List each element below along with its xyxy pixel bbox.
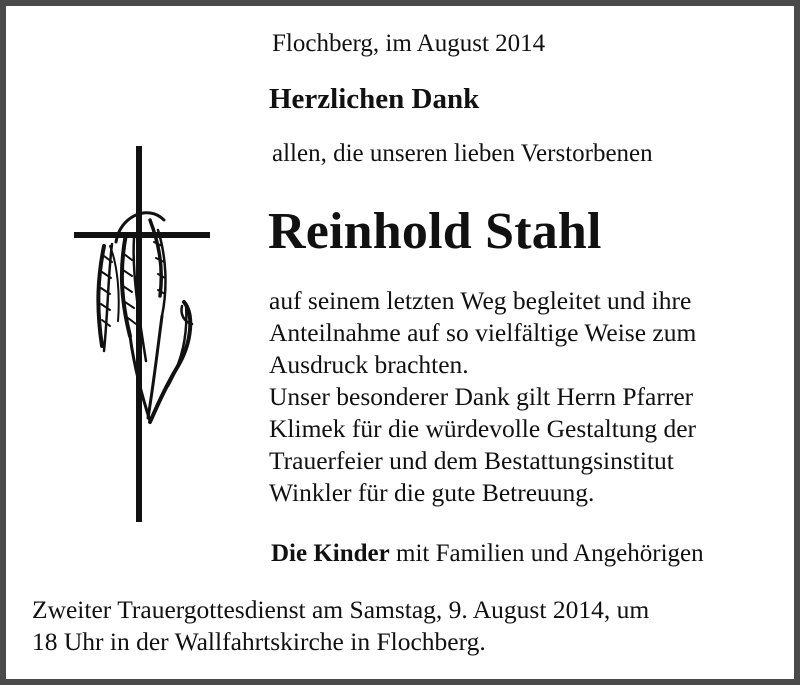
service-note-line: Zweiter Trauergottesdienst am Samstag, 9. August 2014, um: [32, 595, 650, 624]
message-line: Ausdruck brachten.: [269, 350, 469, 379]
message-line: Anteilnahme auf so vielfältige Weise zum: [269, 318, 697, 347]
signature-rest: mit Familien und Angehörigen: [389, 540, 704, 567]
obituary-notice: [6, 6, 794, 679]
signature-bold: Die Kinder: [271, 540, 390, 567]
message-line: Klimek für die würdevolle Gestaltung der: [269, 414, 697, 443]
message-line: Trauerfeier und dem Bestattungsinstitut: [269, 446, 674, 475]
message-line: Winkler für die gute Betreuung.: [269, 478, 595, 507]
intro-text: allen, die unseren lieben Verstorbenen: [272, 140, 653, 167]
deceased-name: Reinhold Stahl: [268, 203, 602, 260]
service-note: [32, 594, 649, 658]
message-text: [269, 285, 696, 509]
cross-with-wheat-icon: [68, 146, 218, 526]
heading: Herzlichen Dank: [269, 83, 480, 115]
message-line: Unser besonderer Dank gilt Herrn Pfarrer: [269, 382, 694, 411]
place-date: Flochberg, im August 2014: [272, 30, 546, 57]
service-note-line: 18 Uhr in der Wallfahrtskirche in Flochberg.: [32, 627, 486, 656]
signature: [271, 540, 704, 568]
message-line: auf seinem letzten Weg begleitet und ihre: [269, 286, 692, 315]
